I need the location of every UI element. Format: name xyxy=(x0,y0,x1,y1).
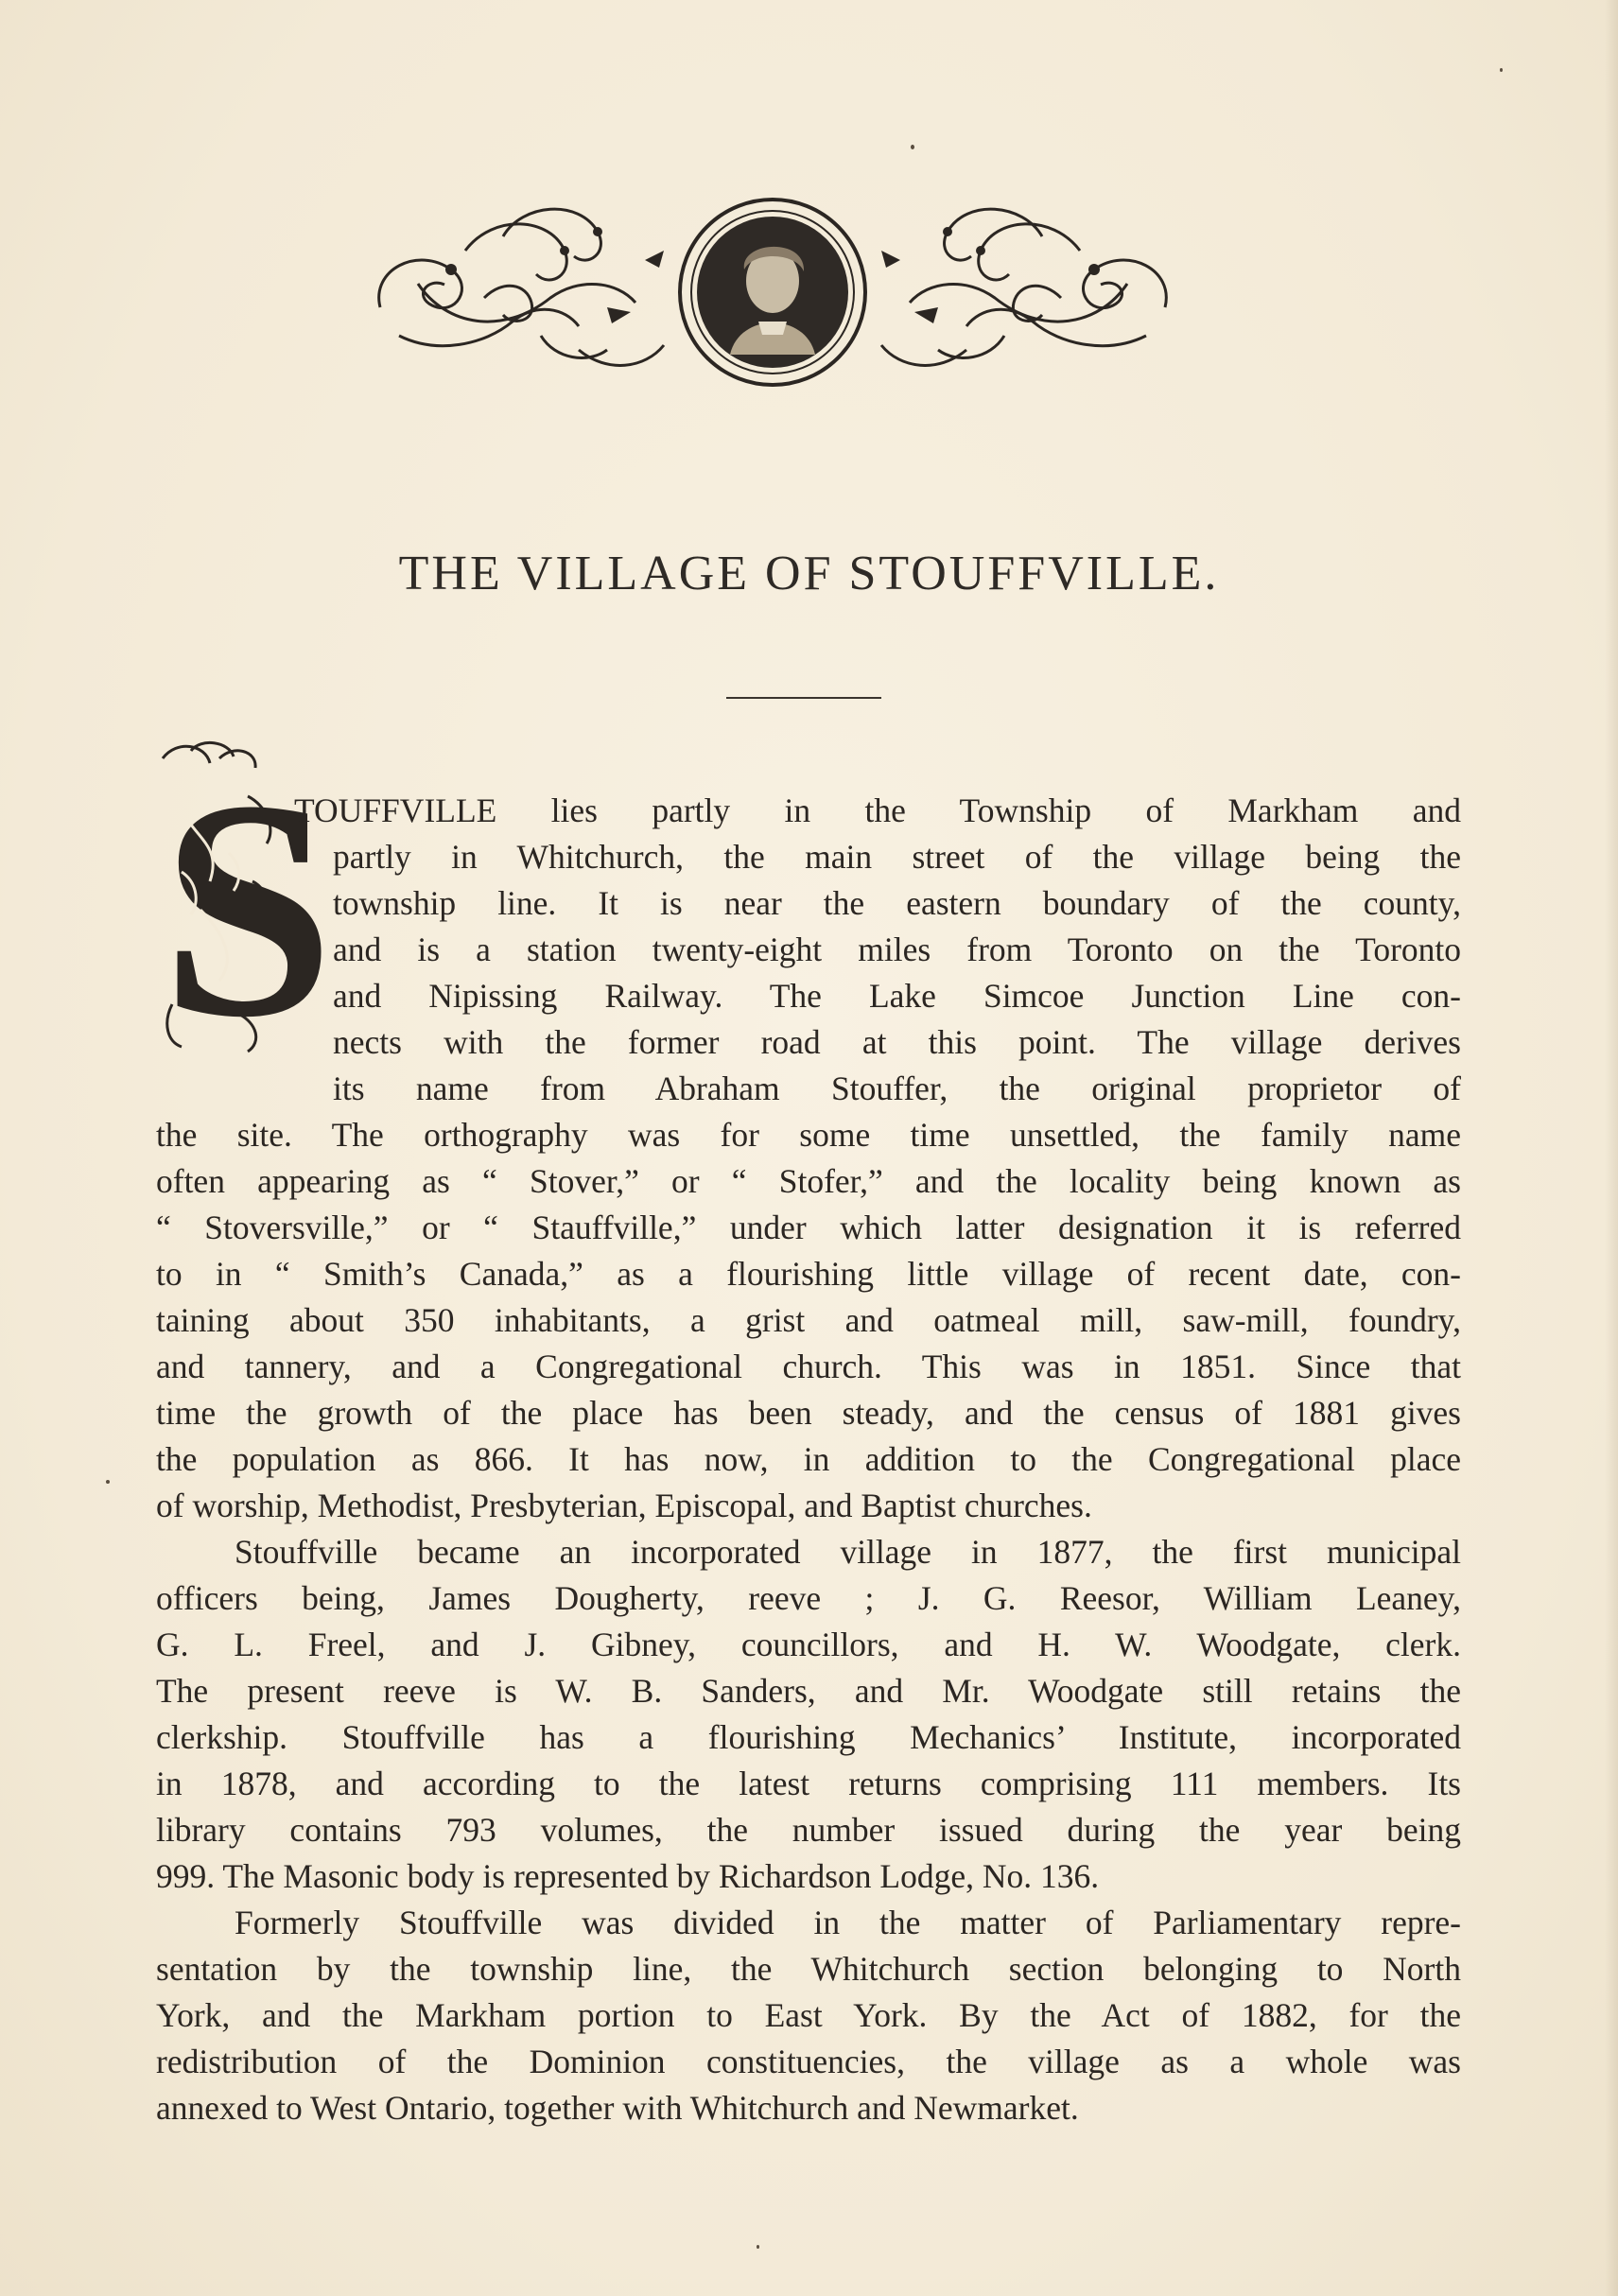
title-rule xyxy=(726,697,881,699)
paper-speck xyxy=(911,145,914,149)
text-line: “ Stoversville,” or “ Stauffville,” under which latter designation it is referred xyxy=(156,1209,1461,1246)
text-line: sentation by the township line, the Whitchurch section belonging to North xyxy=(156,1950,1461,1988)
text-line: 999. The Masonic body is represented by Richardson Lodge, No. 136. xyxy=(156,1857,1100,1895)
text-line: and is a station twenty-eight miles from Toronto on the Toronto xyxy=(333,931,1461,968)
text-line: nects with the former road at this point. The village derives xyxy=(333,1023,1461,1061)
text-line: and tannery, and a Congregational church. This was in 1851. Since that xyxy=(156,1348,1461,1385)
text-line: in 1878, and according to the latest returns comprising 111 members. Its xyxy=(156,1765,1461,1802)
body-text xyxy=(156,788,1461,2131)
text-line: taining about 350 inhabitants, a grist and oatmeal mill, saw-mill, foundry, xyxy=(156,1301,1461,1339)
text-line: often appearing as “ Stover,” or “ Stofer,” and the locality being known as xyxy=(156,1162,1461,1200)
text-line: clerkship. Stouffville has a flourishing Mechanics’ Institute, incorporated xyxy=(156,1718,1461,1756)
paper-speck xyxy=(106,1480,110,1484)
paper-speck xyxy=(1500,68,1503,72)
paper-speck xyxy=(757,2245,759,2249)
svg-text:S: S xyxy=(161,737,335,1082)
text-line: G. L. Freel, and J. Gibney, councillors, and H. W. Woodgate, clerk. xyxy=(156,1626,1461,1663)
text-line: its name from Abraham Stouffer, the original proprietor of xyxy=(333,1070,1461,1107)
text-line: York, and the Markham portion to East York. By the Act of 1882, for the xyxy=(156,1996,1461,2034)
text-line: time the growth of the place has been steady, and the census of 1881 gives xyxy=(156,1394,1461,1432)
page-edge-shadow xyxy=(1605,0,1618,2296)
text-line: officers being, James Dougherty, reeve ; J. G. Reesor, William Leaney, xyxy=(156,1579,1461,1617)
text-line: library contains 793 volumes, the number issued during the year being xyxy=(156,1811,1461,1849)
text-line: redistribution of the Dominion constituencies, the village as a whole was xyxy=(156,2043,1461,2080)
text-line: partly in Whitchurch, the main street of the village being the xyxy=(333,838,1461,876)
text-line: The present reeve is W. B. Sanders, and Mr. Woodgate still retains the xyxy=(156,1672,1461,1710)
page-title: THE VILLAGE OF STOUFFVILLE. xyxy=(398,547,1220,600)
headpiece-ornament xyxy=(361,194,1184,391)
text-line: annexed to West Ontario, together with Whitchurch and Newmarket. xyxy=(156,2089,1079,2127)
text-line: and Nipissing Railway. The Lake Simcoe Junction Line con- xyxy=(333,977,1461,1015)
text-line: township line. It is near the eastern boundary of the county, xyxy=(333,884,1461,922)
text-line: the population as 866. It has now, in addition to the Congregational place xyxy=(156,1440,1461,1478)
text-line: TOUFFVILLE lies partly in the Township of Markham and xyxy=(294,791,1461,829)
text-line: Formerly Stouffville was divided in the matter of Parliamentary repre- xyxy=(235,1904,1461,1941)
text-line: the site. The orthography was for some time unsettled, the family name xyxy=(156,1116,1461,1154)
text-line: of worship, Methodist, Presbyterian, Episcopal, and Baptist churches. xyxy=(156,1487,1092,1524)
text-line: to in “ Smith’s Canada,” as a flourishing little village of recent date, con- xyxy=(156,1255,1461,1293)
text-line: Stouffville became an incorporated village in 1877, the first municipal xyxy=(235,1533,1461,1571)
